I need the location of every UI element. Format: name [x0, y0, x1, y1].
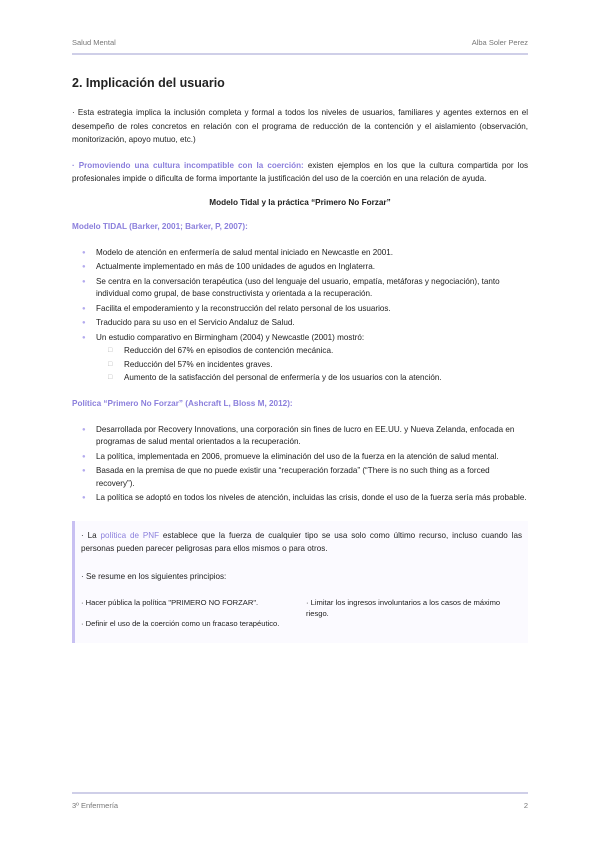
list-item: ● Desarrollada por Recovery Innovations, una corporación sin fines de lucro en EE.UU. y Nueva Zelanda, enfocada en programas de salud mental orientados a la recuperación. [96, 424, 528, 449]
tidal-sublist [96, 345, 528, 385]
pnf-summary-box [72, 521, 528, 644]
page-number: 2 [523, 801, 528, 810]
culture-text: existen ejemplos en los que la cultura compartida por los profesionales impide o dificulta de forma importante la justificación del uso de la coerción en una relación de ayuda. [72, 160, 528, 183]
header-rule [72, 53, 528, 55]
header-course: Salud Mental [72, 38, 116, 47]
definition-text: establece que la fuerza de cualquier tipo se usa solo como último recurso, incluso cuando las personas pueden parecer peligrosas para ellos mismos o para otros. [81, 530, 523, 553]
principles-col-right [306, 597, 522, 639]
principles-columns [81, 597, 522, 639]
tidal-heading: Modelo TIDAL (Barker, 2001; Barker, P, 2007): [72, 221, 248, 231]
principle-item: · Hacer pública la política "PRIMERO NO FORZAR". [81, 598, 259, 607]
pnf-list [72, 424, 528, 505]
list-item: ● Facilita el empoderamiento y la reconstrucción del relato personal de los usuarios. [96, 303, 528, 316]
list-item: ● Modelo de atención en enfermería de salud mental iniciado en Newcastle en 2001. [96, 247, 528, 260]
list-item: ● Se centra en la conversación terapéutica (uso del lenguaje del usuario, empatía, metáforas y negociación), tanto individual como grupal, de base constructivista y orientada a la recuperación. [96, 276, 528, 301]
list-item: ● La política, implementada en 2006, promueve la eliminación del uso de la fuerza en la atención de salud mental. [96, 451, 528, 464]
list-item [96, 332, 528, 385]
pnf-heading: Política “Primero No Forzar” (Ashcraft L, Bloss M, 2012): [72, 398, 293, 408]
page-content [72, 76, 528, 643]
principles-col-left [81, 597, 306, 639]
list-item-text: Un estudio comparativo en Birmingham (2004) y Newcastle (2001) mostró: [96, 332, 365, 342]
definition-prefix: · La [81, 530, 101, 540]
tidal-list [72, 247, 528, 385]
list-item: ● La política se adoptó en todos los niveles de atención, incluidas las crisis, donde el uso de la fuerza sería más probable. [96, 492, 528, 505]
sub-list-item: □ Reducción del 67% en episodios de contención mecánica. [124, 345, 528, 358]
culture-lead: · Promoviendo una cultura incompatible con la coerción: [72, 160, 304, 170]
section-title: 2. Implicación del usuario [72, 76, 225, 90]
page-header [72, 38, 528, 52]
sub-list-item: □ Reducción del 57% en incidentes graves. [124, 359, 528, 372]
model-title: Modelo Tidal y la práctica “Primero No Forzar” [209, 197, 391, 207]
paragraph-culture [72, 159, 528, 186]
footer-course-year: 3º Enfermería [72, 801, 119, 810]
list-item: ● Actualmente implementado en más de 100 unidades de agudos en Inglaterra. [96, 261, 528, 274]
principles-intro: · Se resume en los siguientes principios: [81, 571, 227, 581]
principle-item: · Definir el uso de la coerción como un fracaso terapéutico. [81, 619, 280, 628]
header-author: Alba Soler Perez [471, 38, 528, 47]
page-footer [72, 801, 528, 810]
pnf-policy-link: política de PNF [100, 530, 160, 540]
list-item: ● Basada en la premisa de que no puede existir una “recuperación forzada” (“There is no such thing as a forced recovery”). [96, 465, 528, 490]
principle-item: · Limitar los ingresos involuntarios a los casos de máximo riesgo. [306, 598, 501, 618]
paragraph-user-involvement: · Esta estrategia implica la inclusión completa y formal a todos los niveles de usuarios, familiares y agentes externos en el desempeño de roles concretos en relación con el programa de reducción de la contención y el aislamiento (observación, monitorización, apoyo mutuo, etc.) [72, 108, 528, 144]
pnf-definition [81, 529, 522, 556]
sub-list-item: □ Aumento de la satisfacción del personal de enfermería y de los usuarios con la atención. [124, 372, 528, 385]
list-item: ● Traducido para su uso en el Servicio Andaluz de Salud. [96, 317, 528, 330]
footer-rule [72, 792, 528, 794]
